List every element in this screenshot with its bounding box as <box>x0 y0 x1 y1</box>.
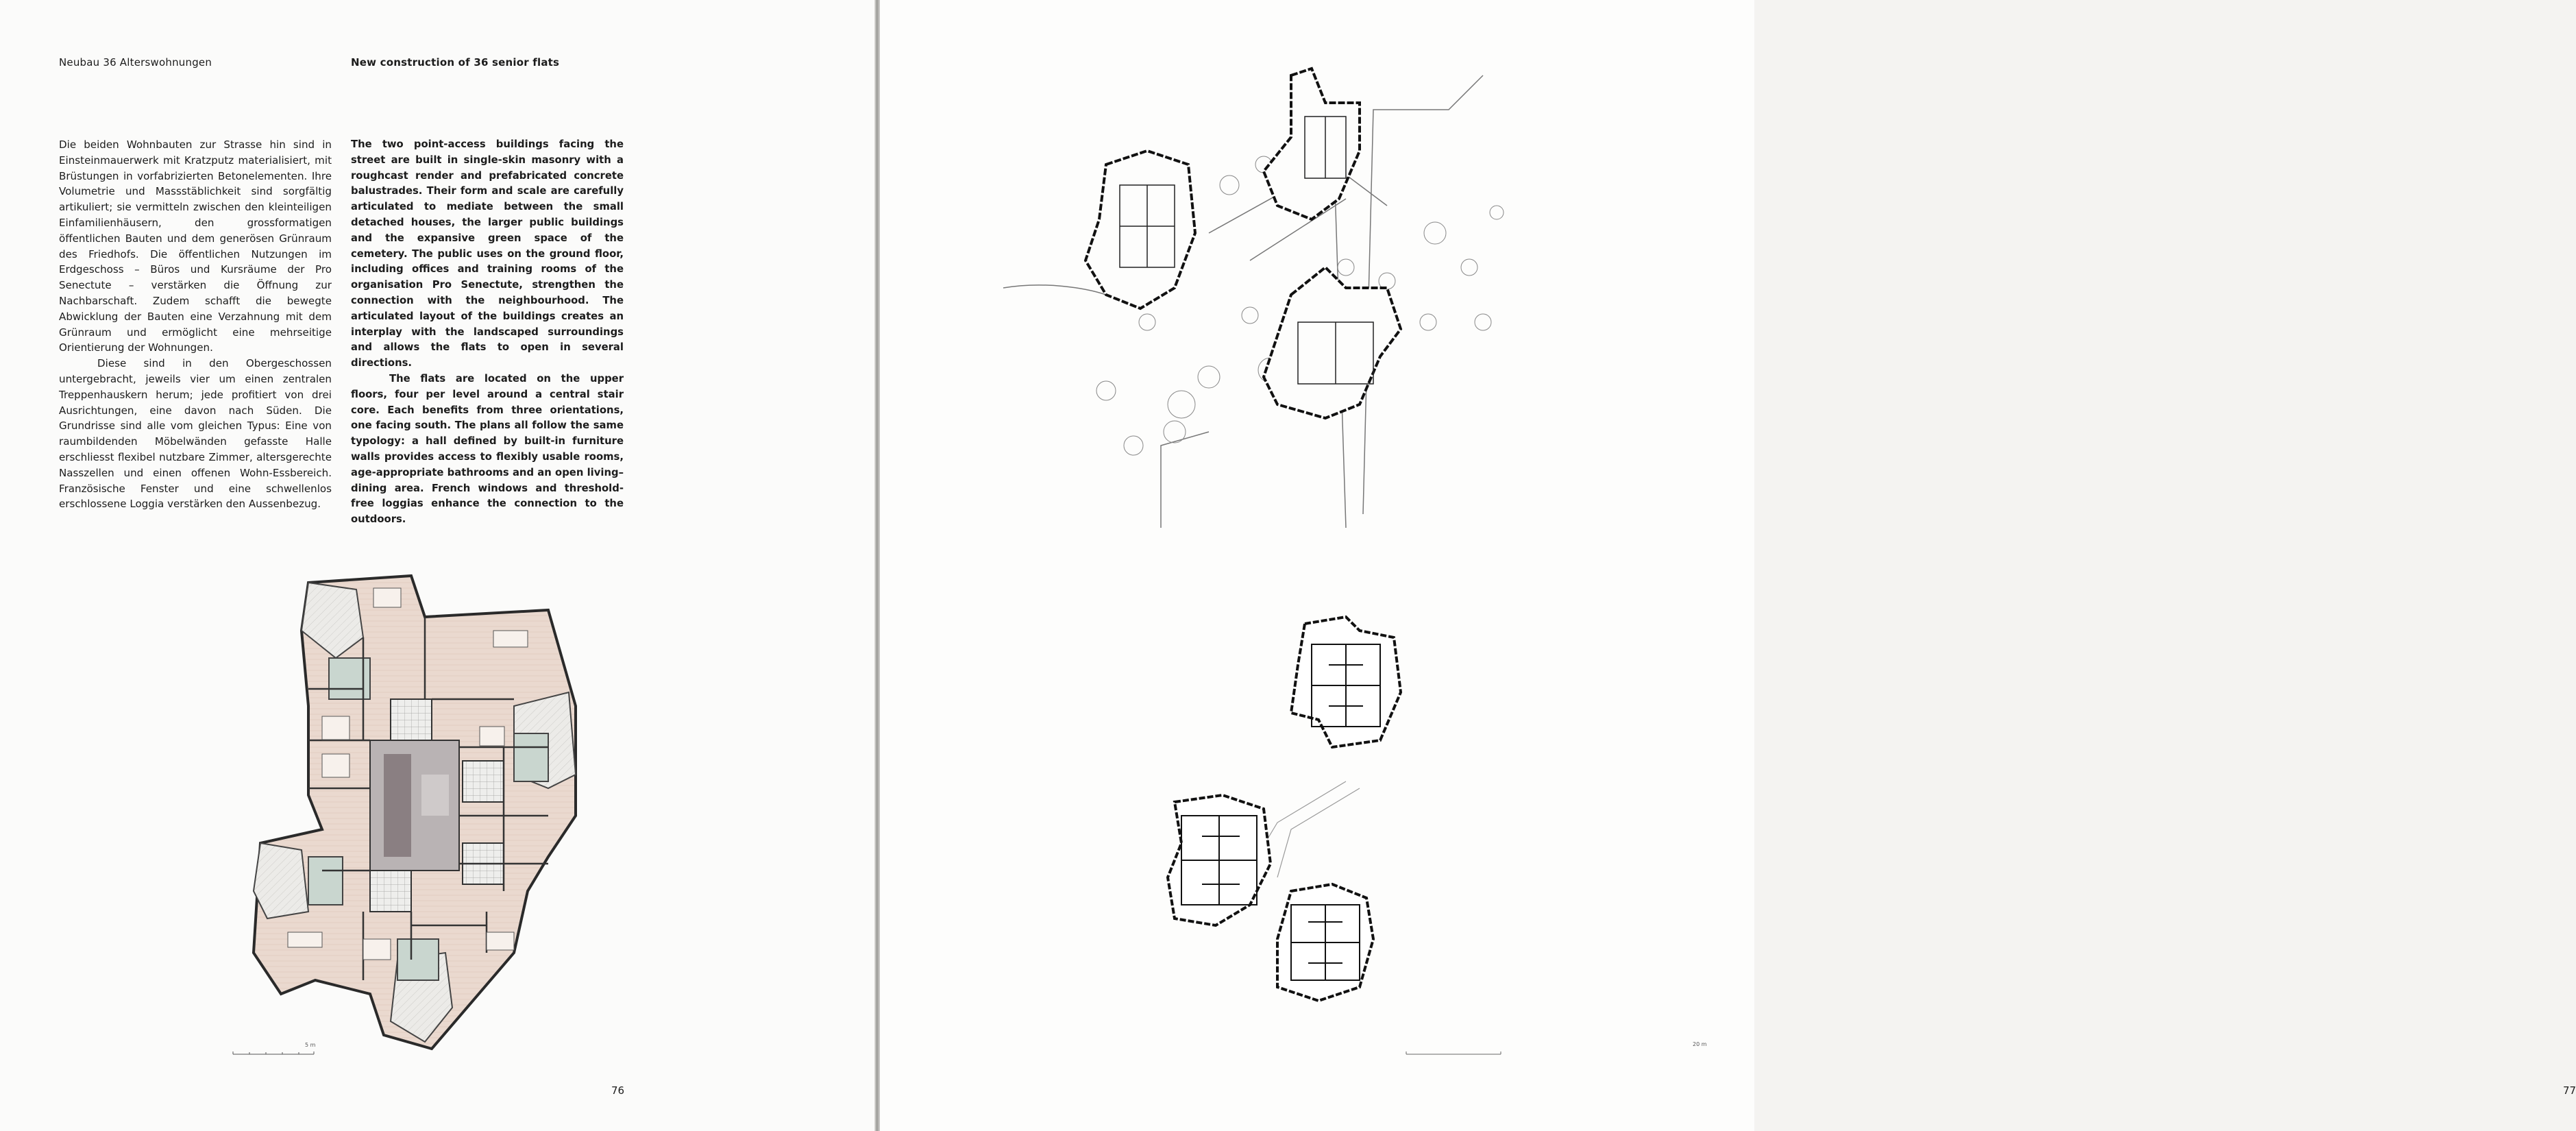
left-page <box>0 0 874 1131</box>
german-text-column <box>59 137 332 512</box>
german-paragraph-1: Die beiden Wohnbauten zur Strasse hin sind in Einsteinmauerwerk mit Kratzputz materialisiert, mit Brüstungen in vorfabrizierten Betonelementen. Ihre Volumetrie und Massstäblichkeit sind sorgfältig artikuliert; sie vermitteln zwischen den kleinteiligen Einfamilienhäusern, den grossformatigen öffentlichen Bauten und dem generösen Grünraum des Friedhofs. Die öffentlichen Nutzungen im Erdgeschoss – Büros und Kursräume der Pro Senectute – verstärken die Öffnung zur Nachbarschaft. Zudem schafft die bewegte Abwicklung der Bauten eine Verzahnung mit dem Grünraum und ermöglicht eine mehrseitige Orientierung der Wohnungen. <box>59 138 332 354</box>
english-paragraph-2: The flats are located on the upper floors, four per level around a central stair core. Each benefits from three orientations, one facing south. The plans all follow the same typology: a hall defined by built-in furniture walls provides access to flexibly usable rooms, age-appropriate bathrooms and an open living–dining area. French windows and threshold-free loggias enhance the connection to the outdoors. <box>351 372 624 526</box>
right-page <box>880 0 2576 1131</box>
german-paragraph-2: Diese sind in den Obergeschossen untergebracht, jeweils vier um einen zentralen Treppenhauskern herum; jede profitiert von drei Ausrichtungen, eine davon nach Süden. Die Grundrisse sind alle vom gleichen Typus: Eine von raumbildenden Möbelwänden gefasste Halle erschliesst flexibel nutzbare Zimmer, altersgerechte Nasszellen und einen offenen Wohn-Essbereich. Französische Fenster und eine schwellenlos erschlossene Loggia verstärken den Aussenbezug. <box>59 357 332 511</box>
scale-label-right: 20 m <box>1693 1041 1707 1047</box>
typical-floor-plan <box>226 569 665 1062</box>
scale-label-left: 5 m <box>305 1042 316 1048</box>
book-gutter <box>874 0 880 1131</box>
header-german: Neubau 36 Alterswohnungen <box>59 56 212 69</box>
english-text-column <box>351 137 624 528</box>
page-number-right: 77 <box>2563 1084 2576 1097</box>
scale-bar-right <box>1406 1047 1502 1057</box>
header-english: New construction of 36 senior flats <box>351 56 560 69</box>
typical-floor-plan-bw <box>1154 617 1565 1042</box>
site-plan <box>1003 62 1606 583</box>
scale-bar-left <box>233 1047 315 1057</box>
page-number-left: 76 <box>611 1084 625 1097</box>
english-paragraph-1: The two point-access buildings facing the street are built in single-skin masonry with a roughcast render and prefabricated concrete balustrades. Their form and scale are carefully articulated to mediate between the small detached houses, the larger public buildings and the expansive green space of the cemetery. The public uses on the ground floor, including offices and training rooms of the organisation Pro Senectute, strengthen the connection with the neighbourhood. The articulated layout of the buildings creates an interplay with the landscaped surroundings and allows the flats to open in several directions. <box>351 138 624 369</box>
